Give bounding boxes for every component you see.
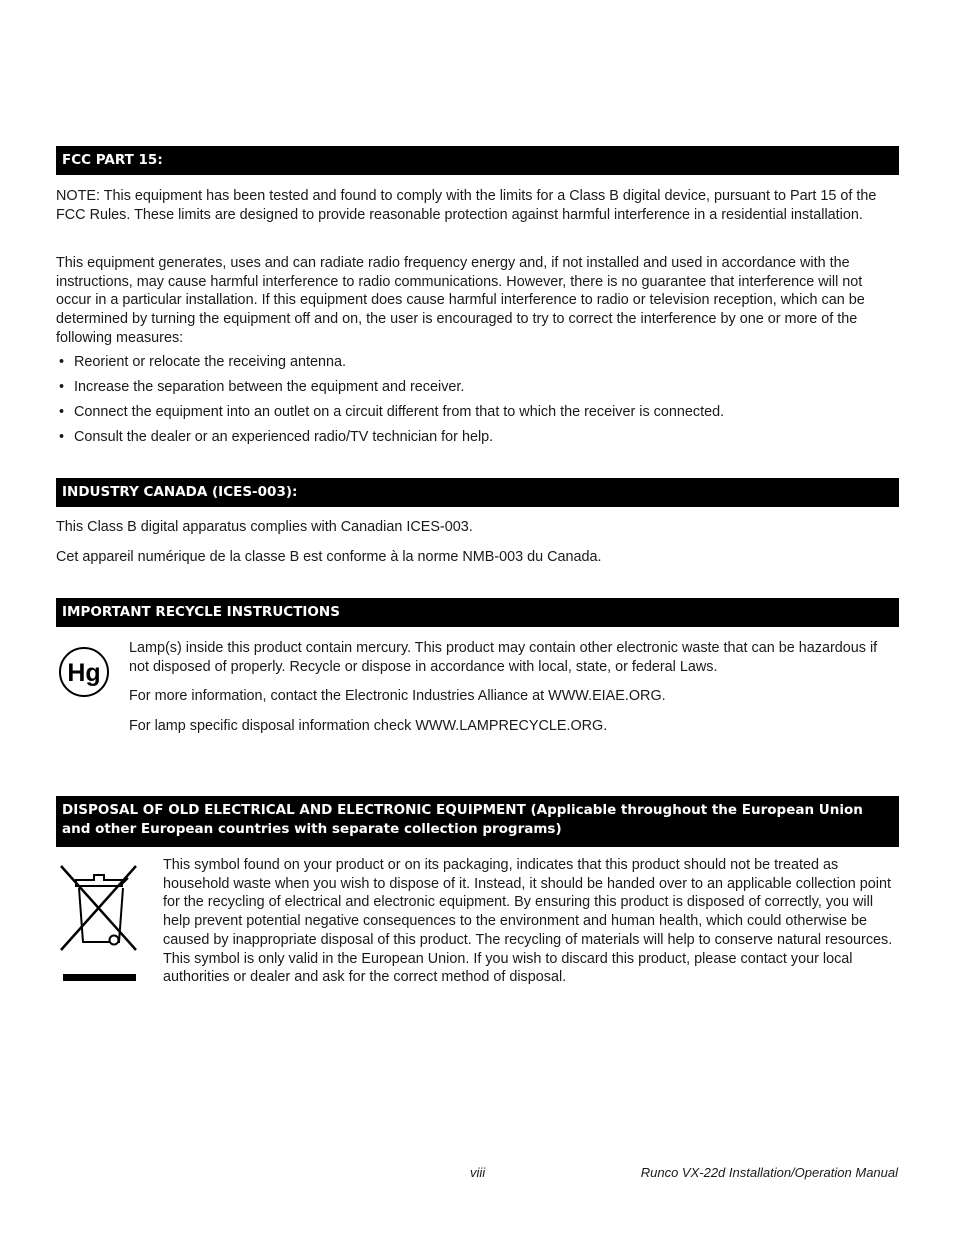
fcc-body: This equipment generates, uses and can radiate radio frequency energy and, if not installed and used in accordance with the instructions, may cause harmful interference to radio communications. However, there is no guarantee that interference will not occur in a particular installation. If this equipment does cause harmful interference to radio or television reception, which can be determined by turning the equipment off and on, the user is encouraged to try to correct the interference by one or more of the following measures: <box>56 255 865 346</box>
recycle-p1: Lamp(s) inside this product contain mercury. This product may contain other electronic waste that can be hazardous if not disposed of properly. Recycle or dispose in accordance with local, state, or federal Laws. <box>129 640 878 675</box>
bullet-icon: • <box>59 379 65 395</box>
canada-french: Cet appareil numérique de la classe B est conforme à la norme NMB-003 du Canada. <box>56 549 602 565</box>
list-item: • Reorient or relocate the receiving antenna. <box>59 354 346 370</box>
mercury-hg-icon <box>58 646 110 698</box>
canada-heading: INDUSTRY CANADA (ICES-003): <box>62 484 298 500</box>
recycle-heading-bar <box>56 598 899 627</box>
bullet-icon: • <box>59 429 65 445</box>
bullet-icon: • <box>59 404 65 420</box>
recycle-p2: For more information, contact the Electronic Industries Alliance at WWW.EIAE.ORG. <box>129 688 666 704</box>
disposal-heading: DISPOSAL OF OLD ELECTRICAL AND ELECTRONIC EQUIPMENT (Applicable throughout the European Union and other European countries with separate collection programs) <box>62 802 863 837</box>
recycle-p3: For lamp specific disposal information check WWW.LAMPRECYCLE.ORG. <box>129 718 608 734</box>
fcc-note: NOTE: This equipment has been tested and found to comply with the limits for a Class B digital device, pursuant to Part 15 of the FCC Rules. These limits are designed to provide reasonable protection against harmful interference in a residential installation. <box>56 188 877 223</box>
manual-title: Runco VX-22d Installation/Operation Manual <box>640 1165 898 1180</box>
recycle-heading: IMPORTANT RECYCLE INSTRUCTIONS <box>62 604 340 620</box>
list-item: • Connect the equipment into an outlet on a circuit different from that to which the receiver is connected. <box>59 404 725 420</box>
bullet-icon: • <box>59 354 65 370</box>
canada-english: This Class B digital apparatus complies with Canadian ICES-003. <box>56 519 473 535</box>
crossed-out-wheelie-bin-icon <box>56 860 142 986</box>
list-item: • Increase the separation between the equipment and receiver. <box>59 379 465 395</box>
list-item: • Consult the dealer or an experienced radio/TV technician for help. <box>59 429 494 445</box>
canada-heading-bar <box>56 478 899 507</box>
fcc-heading-bar <box>56 146 899 175</box>
fcc-measures-list <box>56 353 899 453</box>
disposal-body: This symbol found on your product or on its packaging, indicates that this product should not be treated as household waste when you wish to dispose of it. Instead, it should be handed over to an applicable collection point for the recycling of electrical and electronic equipment. By ensuring this product is disposed of correctly, you will help prevent potential negative consequences to the environment and human health, which could otherwise be caused by inappropriate disposal of this product. The recycling of materials will help to conserve natural resources. This symbol is only valid in the European Union. If you wish to discard this product, please contact your local authorities or dealer and ask for the correct method of disposal. <box>163 857 893 986</box>
disposal-heading-bar <box>56 796 899 847</box>
page-number: viii <box>470 1165 486 1180</box>
svg-text:Hg: Hg <box>67 659 101 687</box>
fcc-heading: FCC PART 15: <box>62 152 163 168</box>
